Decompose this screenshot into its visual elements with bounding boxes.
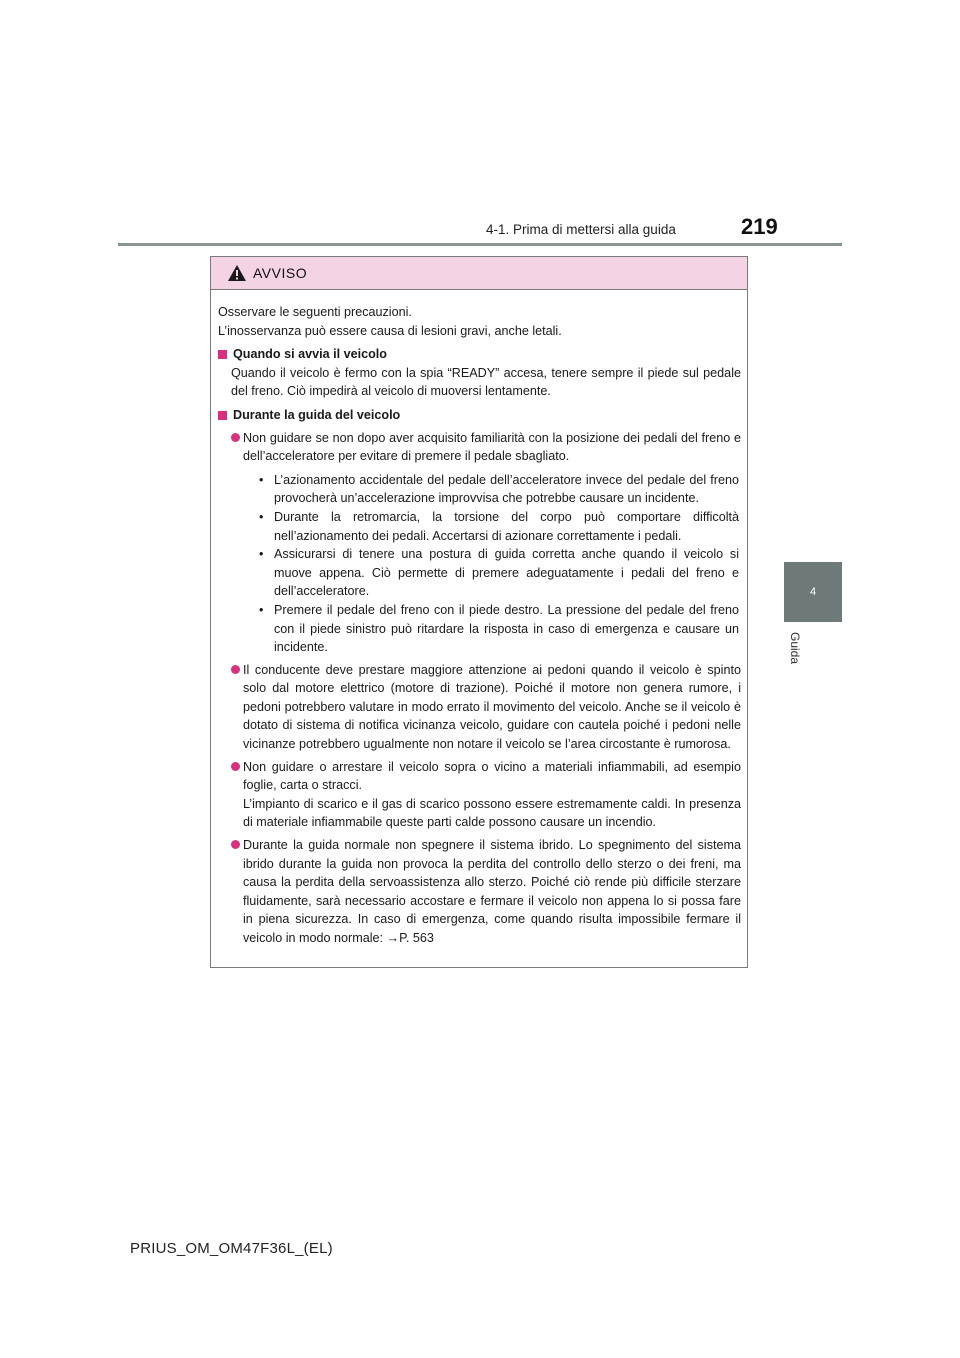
chapter-tab[interactable]	[784, 562, 842, 622]
section-heading	[218, 406, 741, 425]
sub-item-marker: •	[259, 509, 264, 524]
header-rule	[118, 243, 842, 246]
warning-box	[210, 256, 748, 968]
section-heading-text: Quando si avvia il veicolo	[233, 347, 387, 362]
section-heading-text: Durante la guida del veicolo	[233, 407, 401, 422]
square-bullet-icon	[218, 350, 227, 359]
sub-item-text: Premere il pedale del freno con il piede destro. La pressione del pedale del freno con il piede sinistro può ritardare la risposta in caso di emergenza e causare un incidente.	[274, 602, 739, 655]
sub-item	[243, 508, 739, 545]
sub-item-text: Durante la retromarcia, la torsione del corpo può comportare difficoltà nell’azionamento dei pedali. Accertarsi di azionare correttamente i pedali.	[274, 509, 739, 543]
circle-bullet-icon	[231, 840, 240, 849]
square-bullet-icon	[218, 411, 227, 420]
intro-line: Osservare le seguenti precauzioni.	[218, 305, 412, 319]
sub-item	[243, 601, 739, 657]
warning-triangle-icon	[227, 264, 247, 282]
bullet-text: Il conducente deve prestare maggiore attenzione ai pedoni quando il veicolo è spinto solo dal motore elettrico (motore di trazione). Poiché il motore non genera rumore, i pedoni potrebbero valutare in modo errato il movimento del veicolo. Anche se il veicolo è dotato di sistema di notifica vicinanza veicolo, guidare con cautela poiché i pedoni nelle vicinanze potrebbero ugualmente non notare il veicolo se l’area circostante è rumorosa.	[243, 662, 741, 752]
warning-header	[211, 257, 747, 290]
bullet-text: Non guidare o arrestare il veicolo sopra o vicino a materiali infiammabili, ad esempio foglie, carta o stracci.	[243, 759, 741, 793]
warning-title: AVVISO	[253, 265, 308, 281]
bullet-item	[218, 836, 741, 948]
page-number: 219	[741, 214, 778, 239]
chapter-title: Guida	[788, 632, 802, 665]
section-heading	[218, 345, 741, 364]
bullet-item	[218, 758, 741, 832]
sub-item-marker: •	[259, 602, 264, 617]
intro-line: L’inosservanza può essere causa di lesioni gravi, anche letali.	[218, 323, 562, 338]
warning-body	[211, 290, 747, 948]
footer-document-code: PRIUS_OM_OM47F36L_(EL)	[130, 1240, 333, 1257]
circle-bullet-icon	[231, 665, 240, 674]
section-text: Quando il veicolo è fermo con la spia “READY” accesa, tenere sempre il piede sul pedale del freno. Ciò impedirà al veicolo di muoversi lentamente.	[231, 365, 741, 399]
bullet-text: L’impianto di scarico e il gas di scarico possono essere estremamente caldi. In presenza di materiale infiammabile queste parti calde possono causare un incendio.	[243, 796, 741, 830]
bullet-item	[218, 661, 741, 754]
circle-bullet-icon	[231, 433, 240, 442]
sub-item-marker: •	[259, 472, 264, 487]
bullet-text: Durante la guida normale non spegnere il sistema ibrido. Lo spegnimento del sistema ibrido durante la guida non provoca la perdita del controllo dello sterzo o dei freni, ma causa la perdita della servoassistenza allo sterzo. Poiché ciò rende più difficile sterzare fluidamente, sarà necessario accostare e fermare il veicolo non appena lo si possa fare in piena sicurezza. In caso di emergenza, come quando risulta impossibile fermare il veicolo in modo normale: →P. 563	[243, 838, 741, 945]
sub-item-text: Assicurarsi di tenere una postura di guida corretta anche quando il veicolo si muove appena. Ciò permette di premere adeguatamente i pedali del freno e dell’acceleratore.	[274, 547, 739, 599]
sub-list	[243, 471, 741, 657]
sub-item-marker: •	[259, 547, 264, 562]
sub-item	[243, 471, 739, 508]
bullet-item	[218, 429, 741, 657]
sub-item-text: L’azionamento accidentale del pedale dell’acceleratore invece del pedale del freno provocherà un’accelerazione improvvisa che potrebbe causare un incidente.	[274, 472, 739, 506]
sub-item	[243, 545, 739, 601]
header-section-title: 4-1. Prima di mettersi alla guida	[486, 222, 676, 237]
circle-bullet-icon	[231, 762, 240, 771]
bullet-text: Non guidare se non dopo aver acquisito familiarità con la posizione dei pedali del freno e dell’acceleratore per evitare di premere il pedale sbagliato.	[243, 430, 741, 464]
chapter-number: 4	[809, 586, 817, 598]
